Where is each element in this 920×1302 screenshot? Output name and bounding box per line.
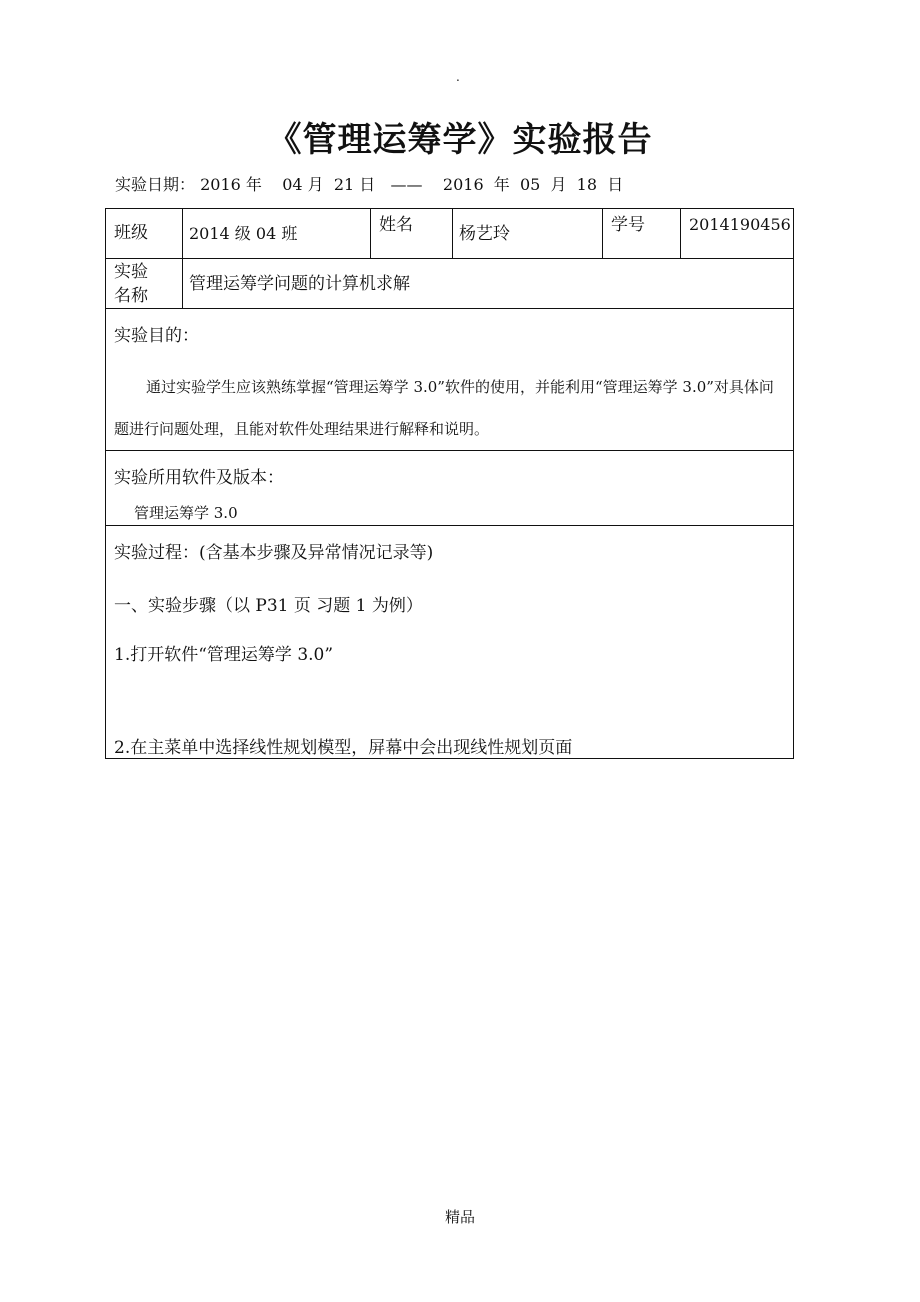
process-step-2: 2.在主菜单中选择线性规划模型，屏幕中会出现线性规划页面	[114, 738, 573, 758]
experiment-date: 实验日期： 2016 年 04 月 21 日 —— 2016 年 05 月 18 日	[115, 175, 624, 194]
software-value: 管理运筹学 3.0	[134, 504, 238, 522]
name-label: 姓名	[379, 215, 413, 235]
process-step-1: 1.打开软件“管理运筹学 3.0”	[114, 645, 334, 665]
experiment-name-value-cell	[183, 259, 794, 309]
id-value: 2014190456	[689, 215, 791, 234]
id-label: 学号	[611, 215, 645, 235]
header-dot: .	[456, 70, 460, 84]
class-label-cell	[106, 209, 183, 259]
experiment-name-label-2: 名称	[114, 286, 148, 306]
footer-text: 精品	[444, 1208, 475, 1226]
class-value-cell	[183, 209, 371, 259]
name-label-cell	[371, 209, 453, 259]
software-row	[106, 451, 794, 526]
purpose-title: 实验目的：	[114, 326, 199, 346]
name-value: 杨艺玲	[459, 224, 510, 244]
id-value-cell	[681, 209, 794, 259]
purpose-text: 通过实验学生应该熟练掌握“管理运筹学 3.0”软件的使用，并能利用“管理运筹学 3.0”对具体问题进行问题处理，且能对软件处理结果进行解释和说明。	[114, 378, 774, 438]
purpose-row	[106, 309, 794, 451]
process-step-header: 一、实验步骤（以 P31 页 习题 1 为例）	[114, 596, 423, 616]
id-label-cell	[603, 209, 681, 259]
software-title: 实验所用软件及版本：	[114, 468, 284, 488]
report-table	[105, 208, 794, 759]
process-title: 实验过程：(含基本步骤及异常情况记录等)	[114, 543, 434, 563]
software-cell	[106, 451, 794, 526]
page-title: 《管理运筹学》实验报告	[267, 120, 653, 160]
experiment-name-row	[106, 259, 794, 309]
experiment-name-label-cell	[106, 259, 183, 309]
name-value-cell	[453, 209, 603, 259]
process-row	[106, 526, 794, 759]
process-cell	[106, 526, 794, 759]
info-row	[106, 209, 794, 259]
experiment-name-value: 管理运筹学问题的计算机求解	[189, 274, 410, 294]
class-label: 班级	[114, 223, 148, 243]
experiment-name-label-1: 实验	[114, 262, 148, 282]
class-value: 2014 级 04 班	[189, 224, 298, 243]
purpose-cell	[106, 309, 794, 451]
